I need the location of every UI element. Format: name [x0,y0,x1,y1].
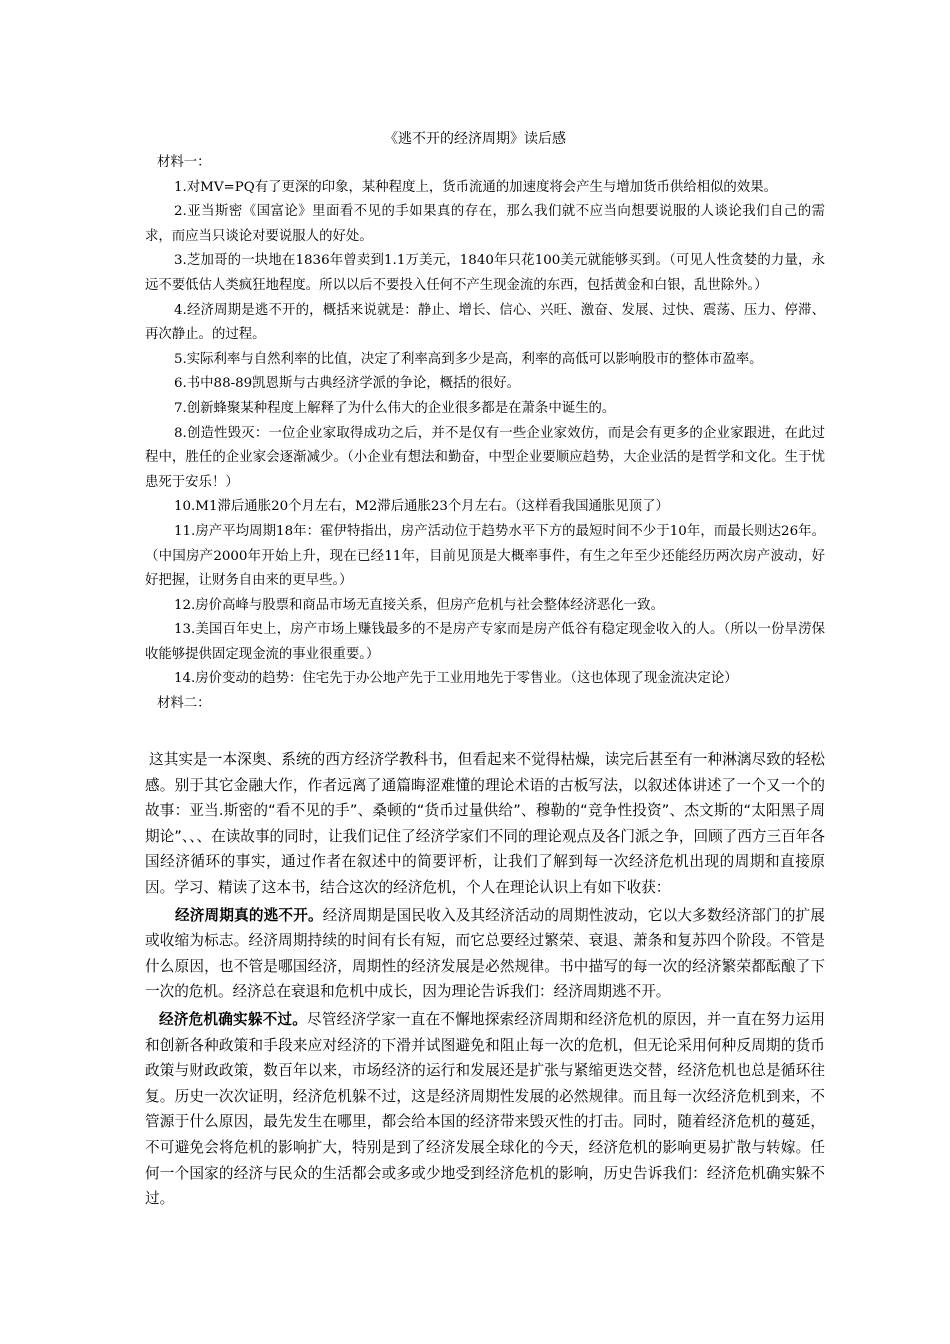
list-item: 4.经济周期是逃不开的，概括来说就是：静止、增长、信心、兴旺、激奋、发展、过快、震荡、压力、停滞、再次静止。的过程。 [145,302,825,343]
list-item: 7.创新蜂聚某种程度上解释了为什么伟大的企业很多都是在萧条中诞生的。 [174,400,616,416]
point-one-text: 经济周期是国民收入及其经济活动的周期性波动，它以大多数经济部门的扩展或收缩为标志。经济周期持续的时间有长有短，而它总要经过繁荣、衰退、萧条和复苏四个阶段。不管是什么原因，也不管是哪国经济，周期性的经济发展是必然规律。书中描写的每一次的经济繁荣都酝酿了下一次的危机。经济总在衰退和危机中成长，因为理论告诉我们：经济周期逃不开。 [145,906,825,1001]
point-one-paragraph [145,903,825,1005]
material-one-heading: 材料一： [157,155,211,170]
intro-paragraph: 这其实是一本深奥、系统的西方经济学教科书，但看起来不觉得枯燥，读完后甚至有一种淋漓尽致的轻松感。别于其它金融大作，作者远离了通篇晦涩难懂的理论术语的古板写法，以叙述体讲述了一个又一个的故事：亚当.斯密的“看不见的手”、桑顿的“货币过量供给”、穆勒的“竞争性投资”、杰文斯的“太阳黑子周期论”、、、在读故事的同时，让我们记住了经济学家们不同的理论观点及各门派之争，回顾了西方三百年各国经济循环的事实，通过作者在叙述中的简要评析，让我们了解到每一次经济危机出现的周期和直接原因。学习、精读了这本书，结合这次的经济危机，个人在理论认识上有如下收获： [145,751,825,896]
material-two-heading: 材料二： [157,696,211,712]
list-item: 3.芝加哥的一块地在1836年曾卖到1.1万美元，1840年只花100美元就能够买到。（可见人性贪婪的力量，永远不要低估人类疯狂地程度。所以以后不要投入任何不产生现金流的东西，包括黄金和白银，乱世除外。） [145,253,825,293]
list-item: 6.书中88-89凯恩斯与古典经济学派的争论，概括的很好。 [174,376,520,392]
point-one-heading: 经济周期真的逃不开。 [175,906,323,924]
list-item: 1.对MV=PQ有了更深的印象，某种程度上，货币流通的加速度将会产生与增加货币供给相似的效果。 [174,179,777,195]
list-item: 8.创造性毁灭：一位企业家取得成功之后，并不是仅有一些企业家效仿，而是会有更多的企业家跟进，在此过程中，胜任的企业家会逐渐减少。（小企业有想法和勤奋，中型企业要顺应趋势，大企业活的是哲学和文化。生于忧患死于安乐！） [145,425,825,490]
list-item: 12.房价高峰与股票和商品市场无直接关系，但房产危机与社会整体经济恶化一致。 [174,597,664,613]
material-one-section [145,151,825,717]
point-two-text: 尽管经济学家一直在不懈地探索经济周期和经济危机的原因，并一直在努力运用和创新各种政策和手段来应对经济的下滑并试图避免和阻止每一次的危机，但无论采用何种反周期的货币政策与财政政策，数百年以来，市场经济的运行和发展还是扩张与紧缩更迭交替，经济危机也总是循环往复。历史一次次证明，经济危机躲不过，这是经济周期性发展的必然规律。而且每一次经济危机到来，不管源于什么原因，最先发生在哪里，都会给本国的经济带来毁灭性的打击。同时，随着经济危机的蔓延，不可避免会将危机的影响扩大，特别是到了经济发展全球化的今天，经济危机的影响更易扩散与转嫁。任何一个国家的经济与民众的生活都会或多或少地受到经济危机的影响，历史告诉我们：经济危机确实躲不过。 [145,1010,825,1208]
list-item: 13.美国百年史上，房产市场上赚钱最多的不是房产专家而是房产低谷有稳定现金收入的人。（所以一份旱涝保收能够提供固定现金流的事业很重要。） [145,622,825,662]
point-two-heading: 经济危机确实躲不过。 [159,1010,308,1028]
point-two-paragraph [145,1007,825,1212]
list-item: 2.亚当斯密《国富论》里面看不见的手如果真的存在，那么我们就不应当向想要说服的人谈论我们自己的需求，而应当只谈论对要说服人的好处。 [145,204,825,244]
list-item: 14.房价变动的趋势：住宅先于办公地产先于工业用地先于零售业。（这也体现了现金流决定论） [174,671,738,687]
list-item: 11.房产平均周期18年：霍伊特指出，房产活动位于趋势水平下方的最短时间不少于10年，而最长则达26年。（中国房产2000年开始上升，现在已经11年，目前见顶是大概率事件，有生之年至少还能经历两次房产波动，好好把握，让财务自由来的更早些。） [145,523,825,589]
list-item: 5.实际利率与自然利率的比值，决定了利率高到多少是高，利率的高低可以影响股市的整体市盈率。 [174,351,763,367]
material-two-body [145,747,825,1214]
list-item: 10.M1滞后通胀20个月左右，M2滞后通胀23个月左右。（这样看我国通胀见顶了） [174,499,669,515]
document-title: 《逃不开的经济周期》读后感 [384,131,566,147]
